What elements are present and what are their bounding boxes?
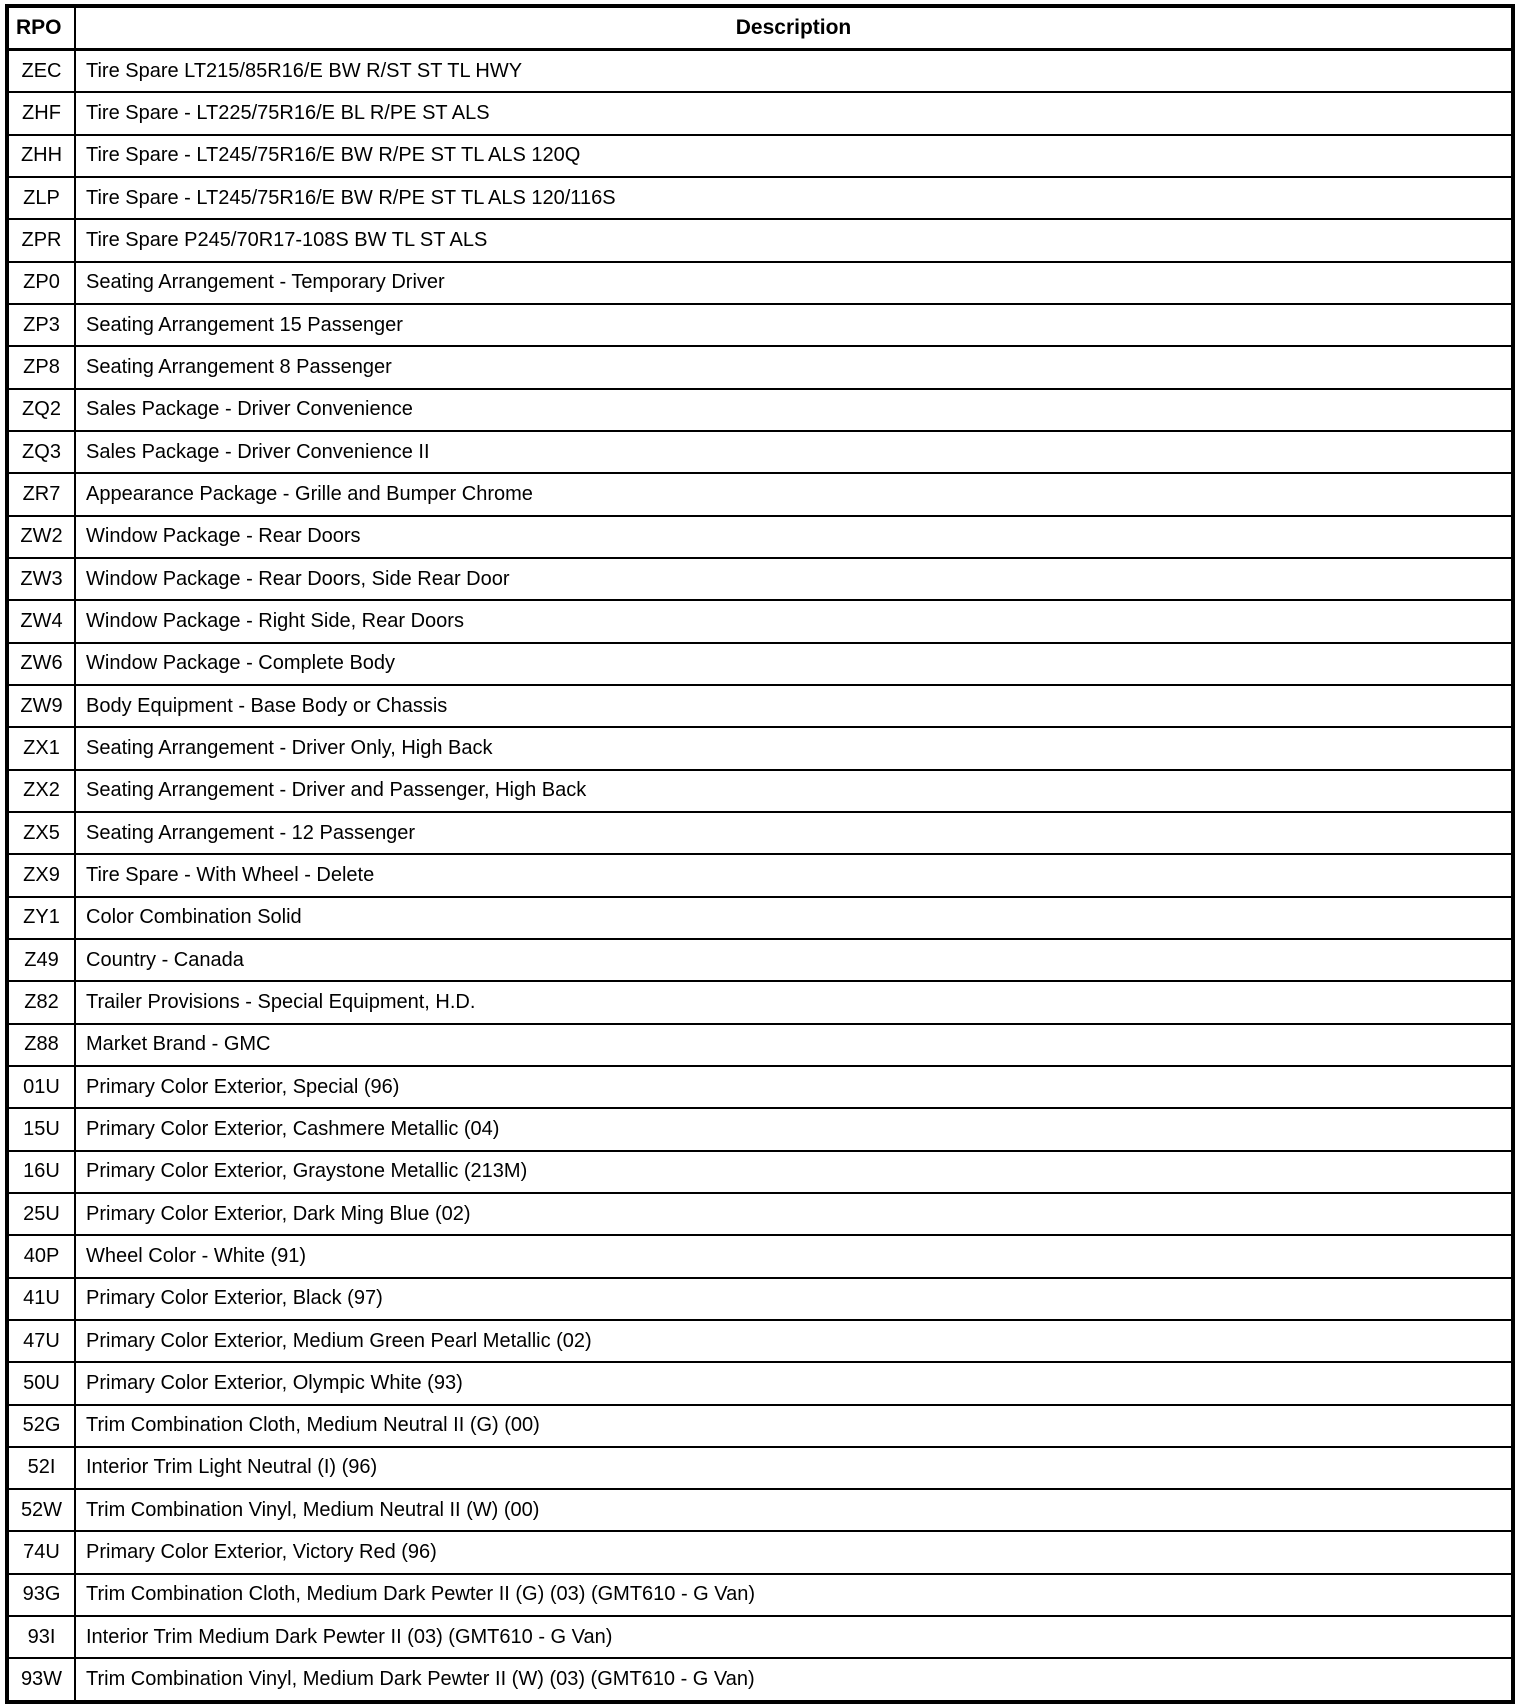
table-row <box>7 92 1513 134</box>
table-row <box>7 812 1513 854</box>
description-cell: Seating Arrangement - Driver Only, High Back <box>75 727 1513 769</box>
table-row <box>7 304 1513 346</box>
table-row <box>7 219 1513 261</box>
description-cell: Sales Package - Driver Convenience II <box>75 431 1513 473</box>
rpo-cell: 40P <box>7 1235 75 1277</box>
rpo-cell: ZW2 <box>7 516 75 558</box>
rpo-cell: ZEC <box>7 50 75 93</box>
table-row <box>7 643 1513 685</box>
rpo-cell: ZHH <box>7 135 75 177</box>
description-cell: Wheel Color - White (91) <box>75 1235 1513 1277</box>
description-cell: Primary Color Exterior, Black (97) <box>75 1278 1513 1320</box>
table-row <box>7 1362 1513 1404</box>
rpo-cell: ZP3 <box>7 304 75 346</box>
description-cell: Seating Arrangement 8 Passenger <box>75 346 1513 388</box>
rpo-cell: ZQ2 <box>7 389 75 431</box>
description-cell: Trailer Provisions - Special Equipment, H.D. <box>75 981 1513 1023</box>
description-cell: Tire Spare P245/70R17-108S BW TL ST ALS <box>75 219 1513 261</box>
rpo-cell: 52I <box>7 1447 75 1489</box>
description-cell: Market Brand - GMC <box>75 1024 1513 1066</box>
table-row <box>7 473 1513 515</box>
rpo-cell: 93I <box>7 1616 75 1658</box>
table-row <box>7 1447 1513 1489</box>
description-cell: Window Package - Rear Doors <box>75 516 1513 558</box>
description-column-header: Description <box>75 6 1513 50</box>
rpo-cell: Z49 <box>7 939 75 981</box>
rpo-code-table <box>5 4 1515 1704</box>
description-cell: Tire Spare LT215/85R16/E BW R/ST ST TL HWY <box>75 50 1513 93</box>
table-row <box>7 727 1513 769</box>
table-row <box>7 1108 1513 1150</box>
rpo-cell: Z88 <box>7 1024 75 1066</box>
description-cell: Primary Color Exterior, Graystone Metallic (213M) <box>75 1151 1513 1193</box>
table-row <box>7 558 1513 600</box>
rpo-cell: ZHF <box>7 92 75 134</box>
rpo-cell: ZY1 <box>7 897 75 939</box>
description-cell: Sales Package - Driver Convenience <box>75 389 1513 431</box>
table-row <box>7 1616 1513 1658</box>
table-row <box>7 981 1513 1023</box>
table-row <box>7 600 1513 642</box>
description-cell: Window Package - Rear Doors, Side Rear Door <box>75 558 1513 600</box>
description-cell: Trim Combination Cloth, Medium Neutral II (G) (00) <box>75 1405 1513 1447</box>
table-row <box>7 50 1513 93</box>
table-row <box>7 1658 1513 1702</box>
table-row <box>7 1489 1513 1531</box>
rpo-cell: ZQ3 <box>7 431 75 473</box>
rpo-cell: ZX2 <box>7 770 75 812</box>
header-row <box>7 6 1513 50</box>
table-row <box>7 1405 1513 1447</box>
table-row <box>7 1320 1513 1362</box>
rpo-cell: 16U <box>7 1151 75 1193</box>
rpo-cell: 15U <box>7 1108 75 1150</box>
table-row <box>7 516 1513 558</box>
description-cell: Seating Arrangement - 12 Passenger <box>75 812 1513 854</box>
description-cell: Interior Trim Medium Dark Pewter II (03) (GMT610 - G Van) <box>75 1616 1513 1658</box>
rpo-cell: ZW9 <box>7 685 75 727</box>
rpo-cell: 74U <box>7 1531 75 1573</box>
table-row <box>7 431 1513 473</box>
table-row <box>7 177 1513 219</box>
table-row <box>7 1278 1513 1320</box>
description-cell: Primary Color Exterior, Dark Ming Blue (02) <box>75 1193 1513 1235</box>
table-row <box>7 1151 1513 1193</box>
rpo-cell: 41U <box>7 1278 75 1320</box>
rpo-cell: ZR7 <box>7 473 75 515</box>
rpo-cell: ZLP <box>7 177 75 219</box>
description-cell: Primary Color Exterior, Olympic White (93) <box>75 1362 1513 1404</box>
description-cell: Tire Spare - LT245/75R16/E BW R/PE ST TL ALS 120Q <box>75 135 1513 177</box>
description-cell: Country - Canada <box>75 939 1513 981</box>
table-row <box>7 1531 1513 1573</box>
table-row <box>7 770 1513 812</box>
table-body <box>7 50 1513 1703</box>
description-cell: Window Package - Complete Body <box>75 643 1513 685</box>
description-cell: Seating Arrangement - Driver and Passenger, High Back <box>75 770 1513 812</box>
description-cell: Body Equipment - Base Body or Chassis <box>75 685 1513 727</box>
table-row <box>7 262 1513 304</box>
description-cell: Tire Spare - LT225/75R16/E BL R/PE ST ALS <box>75 92 1513 134</box>
rpo-cell: 52W <box>7 1489 75 1531</box>
rpo-cell: 93W <box>7 1658 75 1702</box>
table-row <box>7 854 1513 896</box>
table-row <box>7 1235 1513 1277</box>
rpo-cell: ZPR <box>7 219 75 261</box>
description-cell: Primary Color Exterior, Medium Green Pearl Metallic (02) <box>75 1320 1513 1362</box>
description-cell: Trim Combination Vinyl, Medium Neutral II (W) (00) <box>75 1489 1513 1531</box>
description-cell: Seating Arrangement 15 Passenger <box>75 304 1513 346</box>
rpo-cell: Z82 <box>7 981 75 1023</box>
description-cell: Primary Color Exterior, Special (96) <box>75 1066 1513 1108</box>
rpo-cell: ZW6 <box>7 643 75 685</box>
description-cell: Window Package - Right Side, Rear Doors <box>75 600 1513 642</box>
table-row <box>7 1066 1513 1108</box>
table-row <box>7 1024 1513 1066</box>
table-row <box>7 685 1513 727</box>
description-cell: Tire Spare - With Wheel - Delete <box>75 854 1513 896</box>
rpo-cell: ZX1 <box>7 727 75 769</box>
table-row <box>7 1574 1513 1616</box>
description-cell: Trim Combination Cloth, Medium Dark Pewter II (G) (03) (GMT610 - G Van) <box>75 1574 1513 1616</box>
rpo-cell: 01U <box>7 1066 75 1108</box>
table-row <box>7 346 1513 388</box>
rpo-column-header: RPO <box>7 6 75 50</box>
description-cell: Tire Spare - LT245/75R16/E BW R/PE ST TL ALS 120/116S <box>75 177 1513 219</box>
table-row <box>7 135 1513 177</box>
description-cell: Color Combination Solid <box>75 897 1513 939</box>
description-cell: Primary Color Exterior, Victory Red (96) <box>75 1531 1513 1573</box>
rpo-cell: 50U <box>7 1362 75 1404</box>
rpo-cell: ZW4 <box>7 600 75 642</box>
rpo-cell: ZX5 <box>7 812 75 854</box>
table-row <box>7 1193 1513 1235</box>
description-cell: Appearance Package - Grille and Bumper Chrome <box>75 473 1513 515</box>
table-row <box>7 939 1513 981</box>
rpo-cell: 47U <box>7 1320 75 1362</box>
table-header <box>7 6 1513 50</box>
rpo-cell: 25U <box>7 1193 75 1235</box>
description-cell: Trim Combination Vinyl, Medium Dark Pewter II (W) (03) (GMT610 - G Van) <box>75 1658 1513 1702</box>
rpo-cell: 52G <box>7 1405 75 1447</box>
description-cell: Primary Color Exterior, Cashmere Metallic (04) <box>75 1108 1513 1150</box>
description-cell: Seating Arrangement - Temporary Driver <box>75 262 1513 304</box>
rpo-cell: 93G <box>7 1574 75 1616</box>
description-cell: Interior Trim Light Neutral (I) (96) <box>75 1447 1513 1489</box>
rpo-cell: ZP0 <box>7 262 75 304</box>
rpo-cell: ZX9 <box>7 854 75 896</box>
table-row <box>7 897 1513 939</box>
table-row <box>7 389 1513 431</box>
rpo-cell: ZW3 <box>7 558 75 600</box>
rpo-cell: ZP8 <box>7 346 75 388</box>
